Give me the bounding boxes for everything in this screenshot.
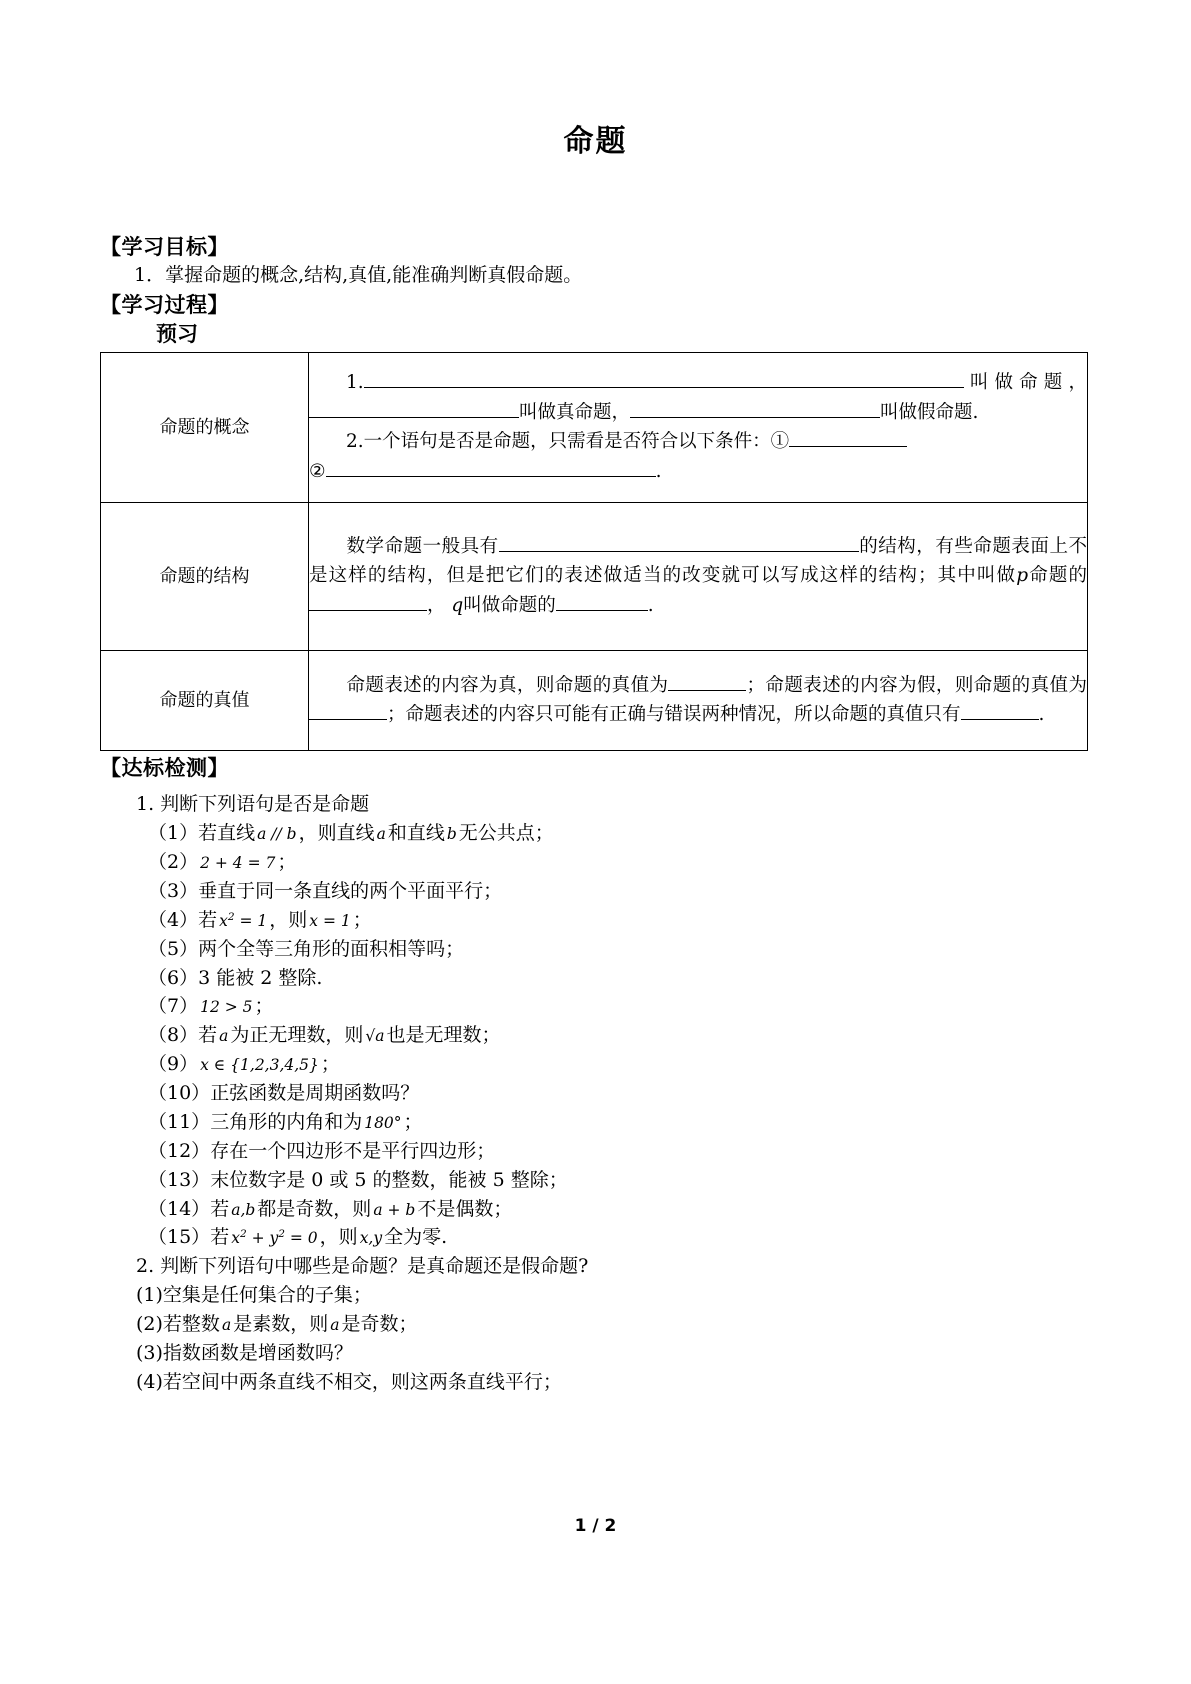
item-text: 三角形的内角和为 [210,1110,363,1133]
item-text: 若 [198,908,218,931]
item-number: （12） [148,1139,211,1162]
question-1-item [100,1137,1095,1166]
item-text: 末位数字是 0 或 5 的整数，能被 5 整除； [210,1168,568,1191]
item-text: 也是无理数； [386,1024,501,1047]
concept-text-1: 叫 [963,372,995,394]
question-1-stem: 1. 判断下列语句是否是命题 [136,793,370,816]
page-number: 1 / 2 [574,1516,617,1536]
item-number: （1） [148,822,199,845]
table-row [101,650,1088,750]
question-1-item [100,992,1095,1021]
item-text: 指数函数是增函数吗？ [162,1341,353,1364]
question-1-item [100,906,1095,935]
fill-blank[interactable] [309,701,387,721]
table-row [101,502,1088,650]
structure-text-6: . [647,595,654,617]
item-number: (1) [136,1284,163,1307]
concept-text-2: 做命题， [994,372,1087,394]
fill-blank[interactable] [789,428,907,448]
question-1-item [100,1079,1095,1108]
question-2-stem: 2. 判断下列语句中哪些是命题？是真命题还是假命题? [136,1255,589,1278]
question-1-item [100,1223,1095,1252]
learning-goal-item: 1．掌握命题的概念,结构,真值,能准确判断真假命题。 [134,264,583,287]
item-math: √a [365,1027,385,1046]
item-number: （7） [148,995,199,1018]
question-1-item [100,877,1095,906]
truth-text-2: ；命题表述的内容为假，则命题的真值为 [746,674,1087,696]
item-text: 两个全等三角形的面积相等吗； [198,937,465,960]
structure-text-2: 的结构，有些命题表面上不是这样的结构，但是把它们的表述做适当的改变就可以写成这样的结构；其中叫做 [309,535,1087,587]
item-number: （2） [148,851,199,874]
concept-circle-2: ② [309,460,326,482]
item-math: b [446,825,457,844]
item-math: $x^2 = 1$ [219,910,268,930]
item-text: 垂直于同一条直线的两个平面平行； [198,879,503,902]
question-1-item [100,1195,1095,1224]
item-number: （10） [148,1082,211,1105]
fill-blank[interactable] [499,532,859,552]
item-text: 无公共点； [458,822,554,845]
item-text: 为正无理数，则 [230,1024,364,1047]
item-number: （9） [148,1053,199,1076]
item-math: x = 1 [309,911,351,930]
row-label-structure: 命题的结构 [101,502,309,650]
row-label-concept: 命题的概念 [101,352,309,502]
item-math: a // b [257,825,297,844]
item-number: （13） [148,1168,211,1191]
item-math: 180° [364,1113,402,1132]
item-number: （14） [148,1197,211,1220]
item-text: 不是偶数； [417,1197,513,1220]
item-math: 12 > 5 [200,998,253,1017]
item-text: ； [403,1110,423,1133]
question-1-item [100,1166,1095,1195]
question-list-1 [100,784,1095,1396]
item-number: （3） [148,879,199,902]
fill-blank[interactable] [326,457,656,477]
table-row [101,352,1088,502]
document-body [0,160,1191,1397]
row-label-truthvalue: 命题的真值 [101,650,309,750]
truth-text-3: ；命题表述的内容只可能有正确与错误两种情况，所以命题的真值只有 [387,704,961,726]
item-math: a + b [373,1200,416,1219]
row-body-concept [309,352,1088,502]
fill-blank[interactable] [556,592,648,612]
item-number: （4） [148,908,199,931]
structure-text-4: ， [427,595,446,617]
item-math: 2 + 4 = 7 [200,854,276,873]
question-1-item [100,819,1095,848]
item-math: x,y [359,1229,383,1248]
item-text: 若 [210,1197,230,1220]
item-text: 全为零. [384,1226,448,1249]
fill-blank[interactable] [630,398,880,418]
item-text: 和直线 [387,822,445,845]
variable-q: q [451,595,464,617]
concept-text-6: . [655,460,662,482]
item-number: （15） [148,1226,211,1249]
item-number: (3) [136,1341,163,1364]
truth-text-1: 命题表述的内容为真，则命题的真值为 [346,674,669,696]
item-math: a [330,1316,340,1335]
question-2-item [100,1339,1095,1368]
item-text: ； [352,908,372,931]
question-1-item [100,1021,1095,1050]
question-2-item [100,1281,1095,1310]
item-text: 是素数，则 [233,1313,329,1336]
fill-blank[interactable] [309,398,519,418]
question-1-item [100,1108,1095,1137]
item-text: 若空间中两条直线不相交，则这两条直线平行； [162,1370,562,1393]
item-number: （6） [148,966,199,989]
item-math: a [376,825,386,844]
row-body-structure [309,502,1088,650]
item-text: 若直线 [198,822,256,845]
concept-num-2: 2. [346,431,364,453]
item-text: 若整数 [162,1313,220,1336]
item-number: （8） [148,1024,199,1047]
question-1-item [100,935,1095,964]
item-text: 若 [198,1024,218,1047]
question-2-item [100,1310,1095,1339]
item-number: （11） [148,1110,211,1133]
item-text: 正弦函数是周期函数吗？ [210,1082,420,1105]
item-text: ； [277,851,297,874]
variable-p: p [1016,565,1029,587]
fill-blank[interactable] [309,592,427,612]
learning-goals-heading: 【学习目标】 [100,235,229,259]
fill-blank[interactable] [668,671,746,691]
item-math: a [221,1316,232,1335]
item-math: $x^2 + y^2 = 0$ [231,1228,318,1248]
check-heading: 【达标检测】 [100,755,229,780]
structure-text-3: 命题的 [1028,565,1087,587]
page-title: 命题 [563,124,628,159]
item-text: ，则直线 [298,822,375,845]
item-number: (4) [136,1370,163,1393]
item-number: （5） [148,937,199,960]
item-math: a,b [231,1200,256,1219]
learning-process-heading: 【学习过程】 [100,292,229,317]
preview-table [100,352,1088,751]
question-1-item [100,964,1095,993]
item-text: ，则 [319,1226,358,1249]
preview-subheading: 预习 [156,322,198,347]
item-math: a [219,1027,229,1046]
truth-text-4: . [1038,704,1045,726]
structure-text-1: 数学命题一般具有 [346,535,499,557]
item-text: ； [254,995,274,1018]
fill-blank[interactable] [961,701,1039,721]
structure-text-5: 叫做命题的 [463,595,556,617]
item-text: 3 能被 2 整除. [198,966,323,989]
item-math: x ∈ {1,2,3,4,5} [200,1056,319,1075]
item-text: 是奇数； [341,1313,418,1336]
concept-num-1: 1. [346,372,364,394]
concept-text-4: 叫做假命题. [880,401,979,423]
concept-text-5: 一个语句是否是命题，只需看是否符合以下条件：① [363,431,790,453]
question-1-item [100,1050,1095,1079]
item-text: 若 [210,1226,230,1249]
item-text: 空集是任何集合的子集； [162,1284,372,1307]
question-1-item [100,848,1095,877]
fill-blank[interactable] [364,369,964,389]
row-body-truthvalue [309,650,1088,750]
concept-text-3: 叫做真命题， [519,401,631,423]
item-text: ； [320,1053,340,1076]
question-2-item [100,1368,1095,1397]
item-text: ，则 [269,908,308,931]
item-number: (2) [136,1313,163,1336]
item-text: 存在一个四边形不是平行四边形； [210,1139,496,1162]
item-text: 都是奇数，则 [257,1197,372,1220]
